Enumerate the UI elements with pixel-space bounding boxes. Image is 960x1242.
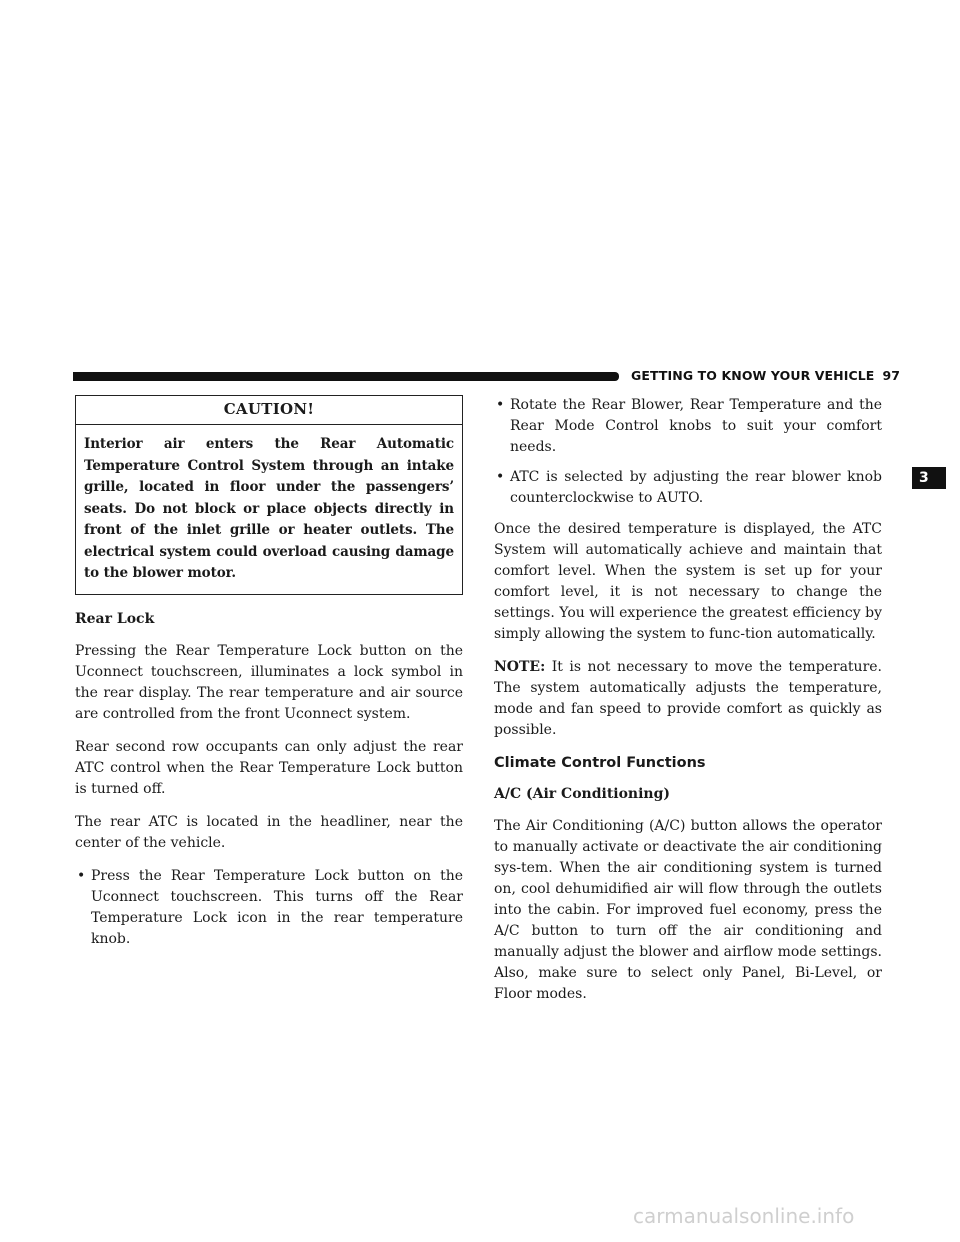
chapter-tab: 3	[912, 467, 946, 489]
watermark: carmanualsonline.info	[633, 1204, 855, 1228]
note-text: It is not necessary to move the temperature. The system automatically adjusts the temperature, mode and fan speed to provide comfort as quickly as possible.	[494, 659, 882, 738]
ac-paragraph: The Air Conditioning (A/C) button allows the operator to manually activate or deactivate the air conditioning sys-tem. When the air conditioning system is turned on, cool dehumidified air will flow through the outlets into the cabin. For improved fuel economy, press the A/C button to turn off the air conditioning and manually adjust the blower and airflow mode settings. Also, make sure to select only Panel, Bi-Level, or Floor modes.	[494, 818, 882, 1002]
rear-control-bullets	[494, 395, 882, 509]
caution-body: Interior air enters the Rear Automatic Temperature Control System through an intake grille, located in floor under the passengers’ seats. Do not block or place objects directly in front of the inlet grille or heater outlets. The electrical system could overload causing damage to the blower motor.	[84, 436, 454, 581]
rear-lock-paragraph-3: The rear ATC is located in the headliner, near the center of the vehicle.	[75, 813, 463, 851]
page-number: 97	[882, 368, 901, 383]
list-item	[494, 467, 882, 509]
note-paragraph	[494, 657, 882, 741]
bullet-glyph: •	[496, 397, 505, 413]
rear-lock-paragraph-1: Pressing the Rear Temperature Lock button on the Uconnect touchscreen, illuminates a lock symbol in the rear display. The rear temperature and air source are controlled from the front Uconnect system.	[75, 642, 463, 722]
atc-paragraph: Once the desired temperature is displayed, the ATC System will automatically achieve and maintain that comfort level. When the system is set up for your comfort level, it is not necessary to change the settings. You will experience the greatest efficiency by simply allowing the system to func-tion automatically.	[494, 521, 882, 642]
list-item-text: Rotate the Rear Blower, Rear Temperature and the Rear Mode Control knobs to suit your comfort needs.	[510, 397, 882, 455]
list-item	[494, 395, 882, 458]
header-title: GETTING TO KNOW YOUR VEHICLE	[631, 368, 875, 383]
bullet-glyph: •	[496, 469, 505, 485]
rear-lock-bullets	[75, 866, 463, 950]
caution-box	[75, 395, 463, 595]
list-item	[75, 866, 463, 950]
rear-lock-heading: Rear Lock	[75, 610, 155, 627]
climate-control-heading: Climate Control Functions	[494, 755, 706, 771]
bullet-glyph: •	[77, 867, 86, 884]
note-label: NOTE:	[494, 659, 546, 675]
running-header	[631, 368, 900, 383]
list-item-text: ATC is selected by adjusting the rear blower knob counterclockwise to AUTO.	[510, 469, 882, 506]
caution-title: CAUTION!	[76, 396, 462, 425]
rear-lock-paragraph-2: Rear second row occupants can only adjust the rear ATC control when the Rear Temperature Lock button is turned off.	[75, 738, 463, 797]
header-rule	[73, 372, 619, 381]
list-item-text: Press the Rear Temperature Lock button on the Uconnect touchscreen. This turns off the Rear Temperature Lock icon in the rear temperature knob.	[91, 867, 463, 947]
right-column	[494, 395, 882, 1017]
left-column	[75, 395, 463, 960]
ac-heading: A/C (Air Conditioning)	[494, 786, 671, 802]
